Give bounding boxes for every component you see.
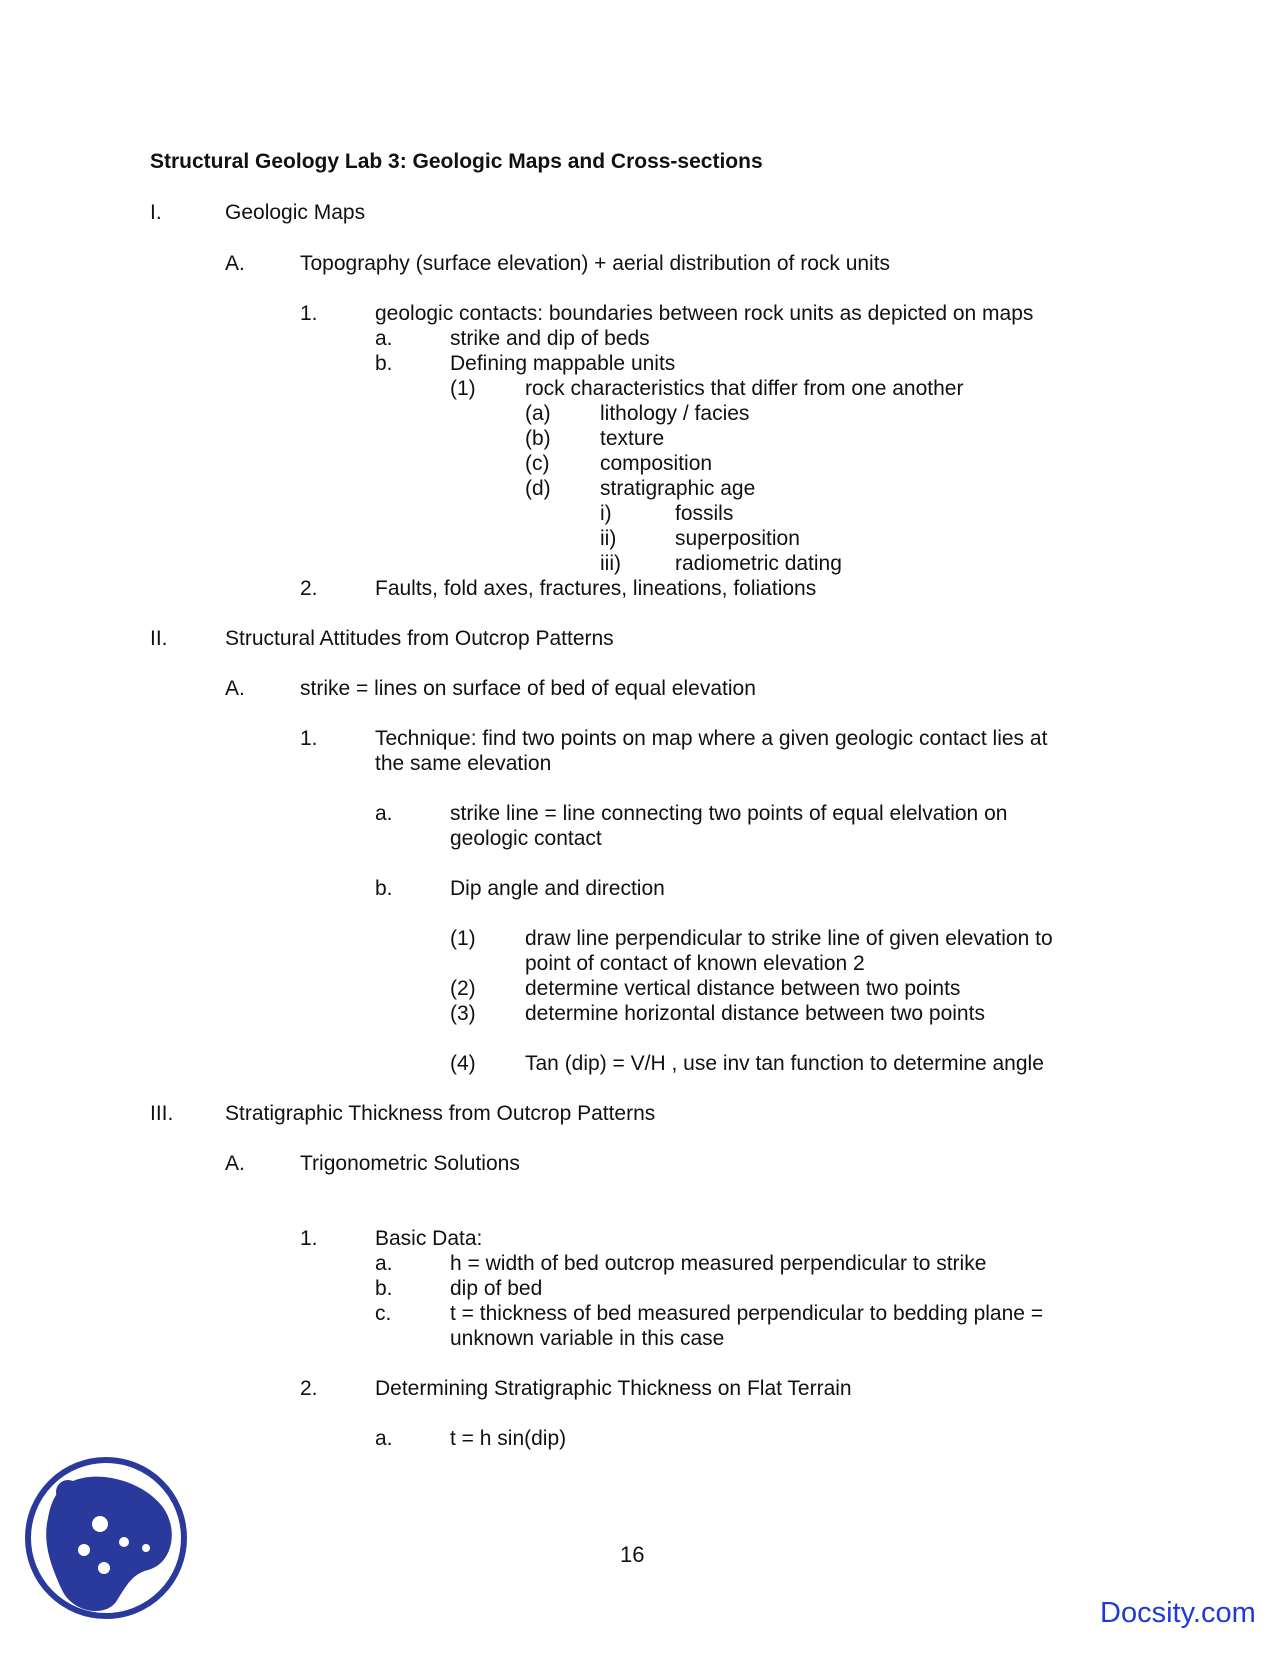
outline-label: (1) xyxy=(450,927,476,950)
outline-label: a. xyxy=(375,1252,393,1275)
outline-label: iii) xyxy=(600,552,621,575)
outline-label: a. xyxy=(375,327,393,350)
outline-text: Tan (dip) = V/H , use inv tan function to determine angle xyxy=(525,1052,1044,1075)
outline-label: III. xyxy=(150,1102,174,1125)
outline-text: superposition xyxy=(675,527,800,550)
outline-label: (3) xyxy=(450,1002,476,1025)
outline-label: 1. xyxy=(300,727,318,750)
outline-text: point of contact of known elevation 2 xyxy=(525,952,865,975)
outline-label: (d) xyxy=(525,477,551,500)
page-number: 16 xyxy=(620,1542,645,1567)
outline-text: Technique: find two points on map where a given geologic contact lies at xyxy=(375,727,1048,750)
outline-text: geologic contact xyxy=(450,827,602,850)
outline-label: i) xyxy=(600,502,612,525)
outline-label: a. xyxy=(375,802,393,825)
outline-label: (4) xyxy=(450,1052,476,1075)
outline-text: determine vertical distance between two points xyxy=(525,977,961,1000)
outline-label: b. xyxy=(375,877,393,900)
outline-text: the same elevation xyxy=(375,752,552,775)
outline-label: (a) xyxy=(525,402,551,425)
outline-text: strike and dip of beds xyxy=(450,327,650,350)
outline-text: Topography (surface elevation) + aerial distribution of rock units xyxy=(300,252,891,275)
outline-text: dip of bed xyxy=(450,1277,543,1300)
outline-text: Geologic Maps xyxy=(225,201,366,224)
docsity-wordmark[interactable]: Docsity.com xyxy=(1100,1597,1256,1629)
outline-label: I. xyxy=(150,201,162,224)
outline-label: II. xyxy=(150,627,168,650)
outline-text: Structural Attitudes from Outcrop Patterns xyxy=(225,627,614,650)
outline-text: radiometric dating xyxy=(675,552,842,575)
outline-text: unknown variable in this case xyxy=(450,1327,725,1350)
outline-label: a. xyxy=(375,1427,393,1450)
outline-label: b. xyxy=(375,352,393,375)
outline-text: stratigraphic age xyxy=(600,477,756,500)
outline-text: rock characteristics that differ from one another xyxy=(525,377,964,400)
outline-label: 2. xyxy=(300,1377,318,1400)
outline-label: (c) xyxy=(525,452,550,475)
outline-text: Trigonometric Solutions xyxy=(300,1152,520,1175)
outline-text: Dip angle and direction xyxy=(450,877,665,900)
outline-text: determine horizontal distance between two points xyxy=(525,1002,985,1025)
outline-label: (b) xyxy=(525,427,551,450)
outline-label: A. xyxy=(225,677,245,700)
outline-text: Determining Stratigraphic Thickness on Flat Terrain xyxy=(375,1377,852,1400)
outline-label: A. xyxy=(225,252,245,275)
document-title: Structural Geology Lab 3: Geologic Maps and Cross-sections xyxy=(150,150,763,173)
outline-text: Stratigraphic Thickness from Outcrop Patterns xyxy=(225,1102,656,1125)
outline-text: Defining mappable units xyxy=(450,352,676,375)
outline-text: h = width of bed outcrop measured perpendicular to strike xyxy=(450,1252,987,1275)
outline-label: 2. xyxy=(300,577,318,600)
outline-label: 1. xyxy=(300,302,318,325)
docsity-logo-icon xyxy=(20,1452,192,1624)
outline-label: A. xyxy=(225,1152,245,1175)
outline-text: t = thickness of bed measured perpendicular to bedding plane = xyxy=(450,1302,1044,1325)
outline-text: geologic contacts: boundaries between rock units as depicted on maps xyxy=(375,302,1034,325)
outline-label: (1) xyxy=(450,377,476,400)
outline-label: ii) xyxy=(600,527,617,550)
outline-label: c. xyxy=(375,1302,392,1325)
outline-text: lithology / facies xyxy=(600,402,750,425)
outline-text: composition xyxy=(600,452,713,475)
outline-text: strike line = line connecting two points of equal elelvation on xyxy=(450,802,1008,825)
outline-text: Basic Data: xyxy=(375,1227,483,1250)
outline-text: draw line perpendicular to strike line of given elevation to xyxy=(525,927,1053,950)
outline-text: strike = lines on surface of bed of equal elevation xyxy=(300,677,756,700)
outline-text: fossils xyxy=(675,502,734,525)
outline-text: Faults, fold axes, fractures, lineations, foliations xyxy=(375,577,817,600)
outline-label: (2) xyxy=(450,977,476,1000)
outline-text: texture xyxy=(600,427,665,450)
outline-label: 1. xyxy=(300,1227,318,1250)
outline-label: b. xyxy=(375,1277,393,1300)
outline-text: t = h sin(dip) xyxy=(450,1427,567,1450)
